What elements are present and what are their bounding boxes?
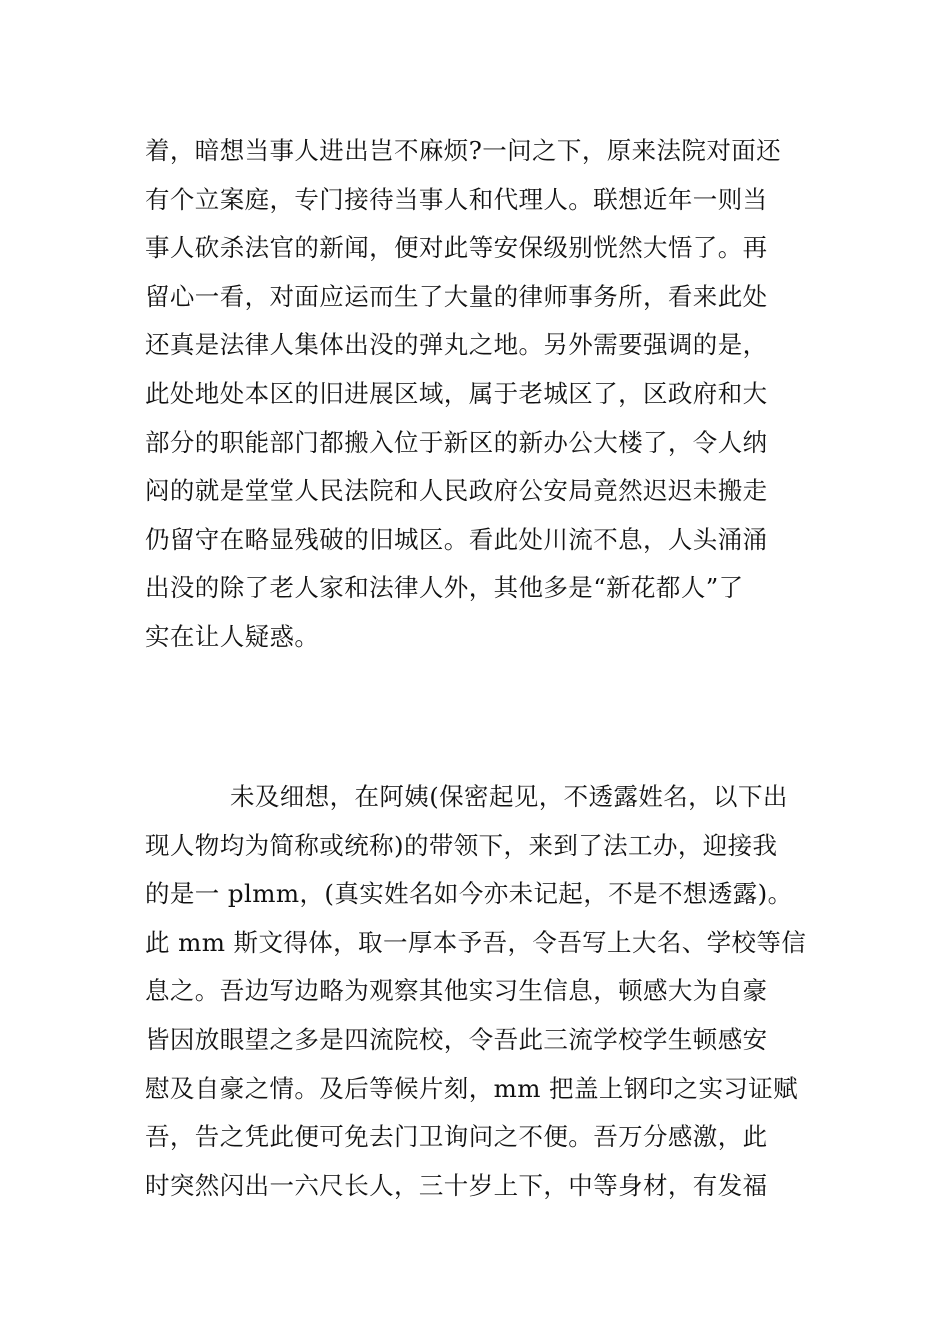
paragraph-line: 现人物均为简称或统称)的带领下，来到了法工办，迎接我: [145, 830, 778, 860]
paragraph-line: 部分的职能部门都搬入位于新区的新办公大楼了，令人纳: [145, 427, 768, 457]
paragraph-line: 皆因放眼望之多是四流院校，令吾此三流学校学生顿感安: [145, 1024, 768, 1054]
paragraph-line: 闷的就是堂堂人民法院和人民政府公安局竟然迟迟未搬走: [145, 476, 768, 506]
paragraph-line: 未及细想，在阿姨(保密起见，不透露姓名，以下出: [230, 782, 788, 811]
paragraph-line: 事人砍杀法官的新闻，便对此等安保级别恍然大悟了。再: [145, 233, 768, 263]
paragraph-line: 仍留守在略显残破的旧城区。看此处川流不息，人头涌涌: [145, 524, 768, 554]
paragraph-2: [145, 773, 825, 1210]
paragraph-line: 此处地处本区的旧进展区域，属于老城区了，区政府和大: [145, 378, 768, 408]
paragraph-line: 吾，告之凭此便可免去门卫询问之不便。吾万分感激，此: [145, 1122, 768, 1152]
paragraph-line: 有个立案庭，专门接待当事人和代理人。联想近年一则当: [145, 184, 768, 214]
paragraph-line: 着，暗想当事人进出岂不麻烦?一问之下，原来法院对面还: [145, 136, 782, 165]
paragraph-line: 慰及自豪之情。及后等候片刻，mm 把盖上钢印之实习证赋: [145, 1073, 799, 1103]
paragraph-line: 还真是法律人集体出没的弹丸之地。另外需要强调的是，: [145, 330, 768, 360]
paragraph-line: 出没的除了老人家和法律人外，其他多是“新花都人”了: [145, 573, 744, 603]
paragraph-line: 息之。吾边写边略为观察其他实习生信息，顿感大为自豪: [145, 976, 768, 1006]
paragraph-line: 时突然闪出一六尺长人，三十岁上下，中等身材，有发福: [145, 1170, 768, 1200]
paragraph-line: 的是一 plmm，(真实姓名如今亦未记起，不是不想透露)。: [145, 879, 793, 909]
paragraph-line: 此 mm 斯文得体，取一厚本予吾，令吾写上大名、学校等信: [145, 927, 807, 957]
paragraph-line: 实在让人疑惑。: [145, 621, 320, 651]
paragraph-1: [145, 127, 825, 662]
paragraph-line: 留心一看，对面应运而生了大量的律师事务所，看来此处: [145, 281, 768, 311]
